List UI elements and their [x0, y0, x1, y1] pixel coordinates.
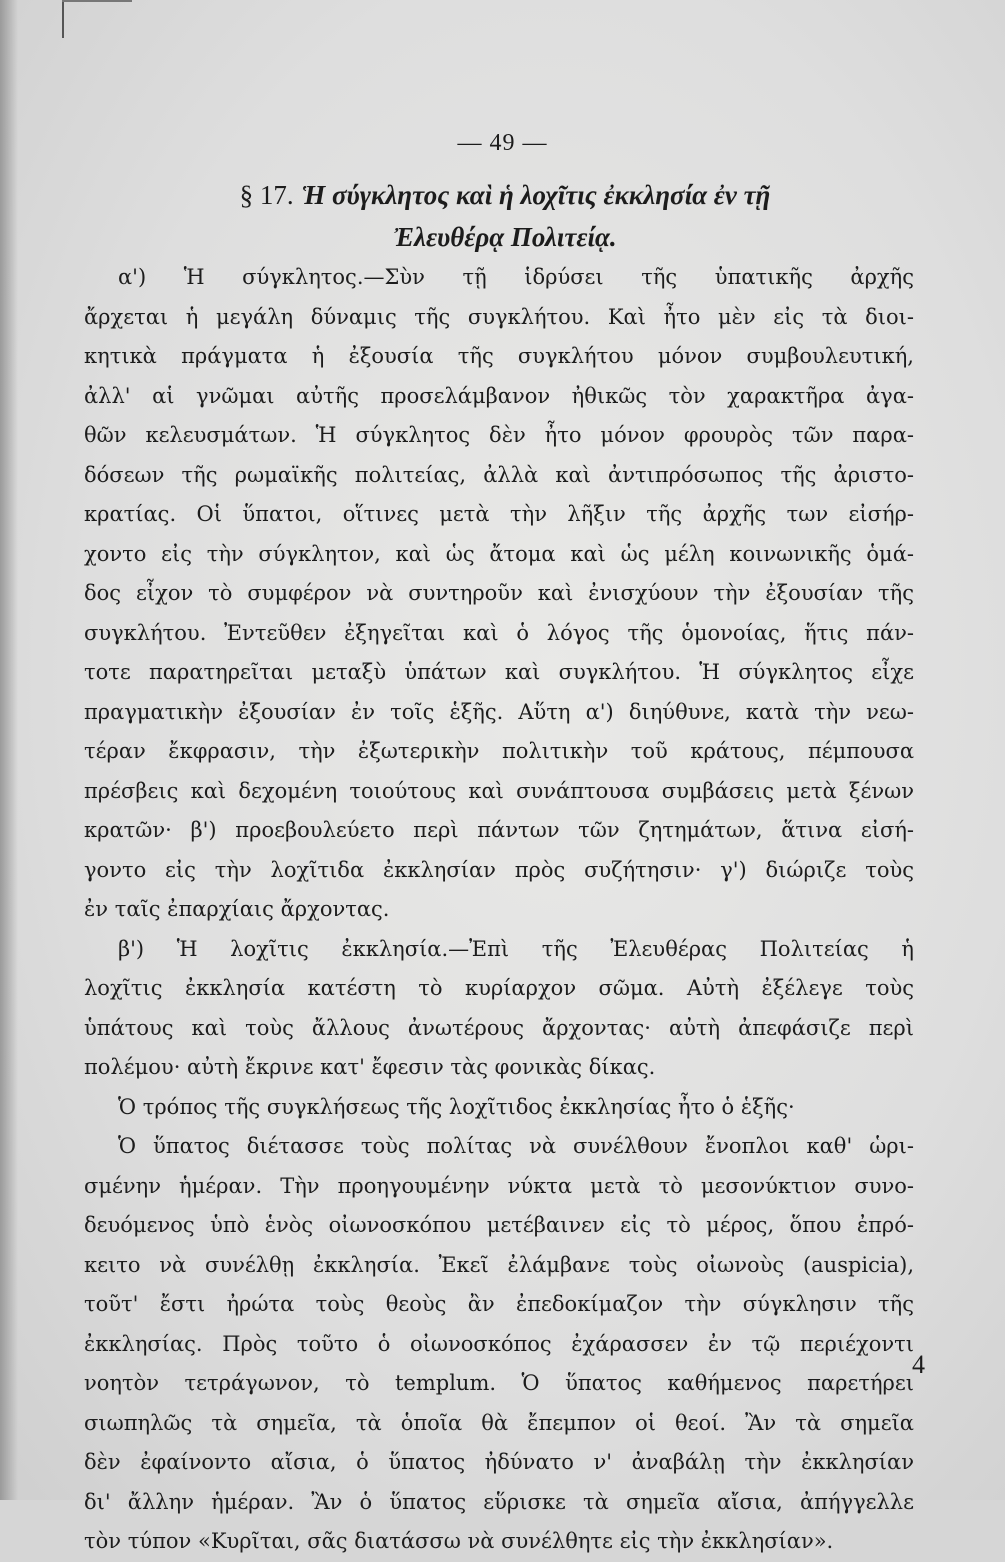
text-line: δευόμενος ὑπὸ ἑνὸς οἰωνοσκόπου μετέβαινεν εἰς τὸ μέρος, ὅπου ἐπρό-: [84, 1213, 914, 1237]
text-line: κητικὰ πράγματα ἡ ἐξουσία τῆς συγκλήτου μόνον συμβουλευτική,: [84, 344, 914, 368]
text-line: θῶν κελευσμάτων. Ἡ σύγκλητος δὲν ἦτο μόνον φρουρὸς τῶν παρα-: [84, 423, 914, 447]
text-line: δόσεων τῆς ρωμαϊκῆς πολιτείας, ἀλλὰ καὶ ἀντιπρόσωπος τῆς ἀριστο-: [84, 462, 914, 487]
corner-mark-top: [62, 0, 132, 2]
text-line: πρέσβεις καὶ δεχομένη τοιούτους καὶ συνάπτουσα συμβάσεις μετὰ ξένων: [84, 778, 914, 803]
text-line: α') Ἡ σύγκλητος.—Σὺν τῇ ἱδρύσει τῆς ὑπατικῆς ἀρχῆς: [118, 265, 914, 289]
text-line: χοντο εἰς τὴν σύγκλητον, καὶ ὡς ἄτομα καὶ ὡς μέλη κοινωνικῆς ὁμά-: [84, 541, 914, 566]
binding-shadow: [0, 0, 18, 1500]
text-line: γοντο εἰς τὴν λοχῖτιδα ἐκκλησίαν πρὸς συζήτησιν· γ') διώριζε τοὺς: [84, 857, 914, 882]
text-line: β') Ἡ λοχῖτις ἐκκλησία.—Ἐπὶ τῆς Ἐλευθέρας Πολιτείας ἡ: [118, 936, 914, 961]
section-title-part-2: Ἐλευθέρᾳ Πολιτείᾳ.: [393, 222, 617, 252]
text-line: ἀλλ' αἱ γνῶμαι αὐτῆς προσελάμβανον ἠθικῶς τὸν χαρακτῆρα ἀγα-: [84, 383, 914, 408]
text-line: Ὁ ὕπατος διέτασσε τοὺς πολίτας νὰ συνέλθουν ἔνοπλοι καθ' ὡρι-: [118, 1134, 914, 1158]
text-line: πραγματικὴν ἐξουσίαν ἐν τοῖς ἑξῆς. Αὕτη α') διηύθυνε, κατὰ τὴν νεω-: [84, 699, 914, 724]
section-title-part-1: Ἡ σύγκλητος καὶ ἡ λοχῖτις ἐκκλησία ἐν τῇ: [301, 180, 771, 210]
text-line: κρατίας. Οἱ ὕπατοι, οἵτινες μετὰ τὴν λῆξιν τῆς ἀρχῆς των εἰσήρ-: [84, 502, 914, 526]
text-line: πολέμου· αὐτὴ ἔκρινε κατ' ἔφεσιν τὰς φονικὰς δίκας.: [84, 1055, 656, 1079]
signature-mark: 4: [912, 1350, 925, 1379]
page-number: — 49 —: [457, 130, 548, 156]
text-line: τέραν ἔκφρασιν, τὴν ἐξωτερικὴν πολιτικὴν τοῦ κράτους, πέμπουσα: [84, 739, 914, 763]
text-line: νοητὸν τετράγωνον, τὸ templum. Ὁ ὕπατος καθήμενος παρετήρει: [84, 1371, 914, 1395]
text-line: τοτε παρατηρεῖται μεταξὺ ὑπάτων καὶ συγκλήτου. Ἡ σύγκλητος εἶχε: [84, 660, 914, 684]
section-heading-line-2: [80, 222, 930, 253]
text-line: ἄρχεται ἡ μεγάλη δύναμις τῆς συγκλήτου. Καὶ ἦτο μὲν εἰς τὰ διοι-: [84, 304, 914, 329]
text-line: Ὁ τρόπος τῆς συγκλήσεως τῆς λοχῖτιδος ἐκκλησίας ἦτο ὁ ἑξῆς·: [118, 1094, 795, 1119]
text-line: κειτο νὰ συνέλθῃ ἐκκλησία. Ἐκεῖ ἐλάμβανε τοὺς οἰωνοὺς (auspicia),: [84, 1252, 914, 1277]
text-line: λοχῖτις ἐκκλησία κατέστη τὸ κυρίαρχον σῶμα. Αὐτὴ ἐξέλεγε τοὺς: [84, 976, 914, 1000]
text-line: σιωπηλῶς τὰ σημεῖα, τὰ ὁποῖα θὰ ἔπεμπον οἱ θεοί. Ἂν τὰ σημεῖα: [84, 1410, 914, 1435]
text-line: δι' ἄλλην ἡμέραν. Ἂν ὁ ὕπατος εὕρισκε τὰ σημεῖα αἴσια, ἀπήγγελλε: [84, 1489, 914, 1514]
corner-mark: [62, 0, 64, 38]
text-line: ἐν ταῖς ἐπαρχίαις ἄρχοντας.: [84, 897, 390, 921]
text-line: τὸν τύπον «Κυρῖται, σᾶς διατάσσω νὰ συνέλθητε εἰς τὴν ἐκκλησίαν».: [84, 1529, 834, 1553]
text-line: συγκλήτου. Ἐντεῦθεν ἐξηγεῖται καὶ ὁ λόγος τῆς ὁμονοίας, ἥτις πάν-: [84, 620, 914, 645]
section-number: § 17.: [239, 180, 294, 210]
text-line: κρατῶν· β') προεβουλεύετο περὶ πάντων τῶν ζητημάτων, ἅτινα εἰσή-: [84, 818, 914, 842]
text-line: σμένην ἡμέραν. Τὴν προηγουμένην νύκτα μετὰ τὸ μεσονύκτιον συνο-: [84, 1173, 914, 1198]
section-heading-line-1: [80, 180, 930, 211]
text-line: τοῦτ' ἔστι ἠρώτα τοὺς θεοὺς ἂν ἐπεδοκίμαζον τὴν σύγκλησιν τῆς: [84, 1292, 914, 1316]
text-line: ὑπάτους καὶ τοὺς ἄλλους ἀνωτέρους ἄρχοντας· αὐτὴ ἀπεφάσιζε περὶ: [84, 1015, 914, 1040]
text-line: δὲν ἐφαίνοντο αἴσια, ὁ ὕπατος ἠδύνατο ν' ἀναβάλῃ τὴν ἐκκλησίαν: [84, 1450, 914, 1474]
body-text: [84, 258, 914, 1562]
text-line: ἐκκλησίας. Πρὸς τοῦτο ὁ οἰωνοσκόπος ἐχάρασσεν ἐν τῷ περιέχοντι: [84, 1331, 914, 1356]
text-line: δος εἶχον τὸ συμφέρον νὰ συντηροῦν καὶ ἐνισχύουν τὴν ἐξουσίαν τῆς: [84, 581, 914, 605]
